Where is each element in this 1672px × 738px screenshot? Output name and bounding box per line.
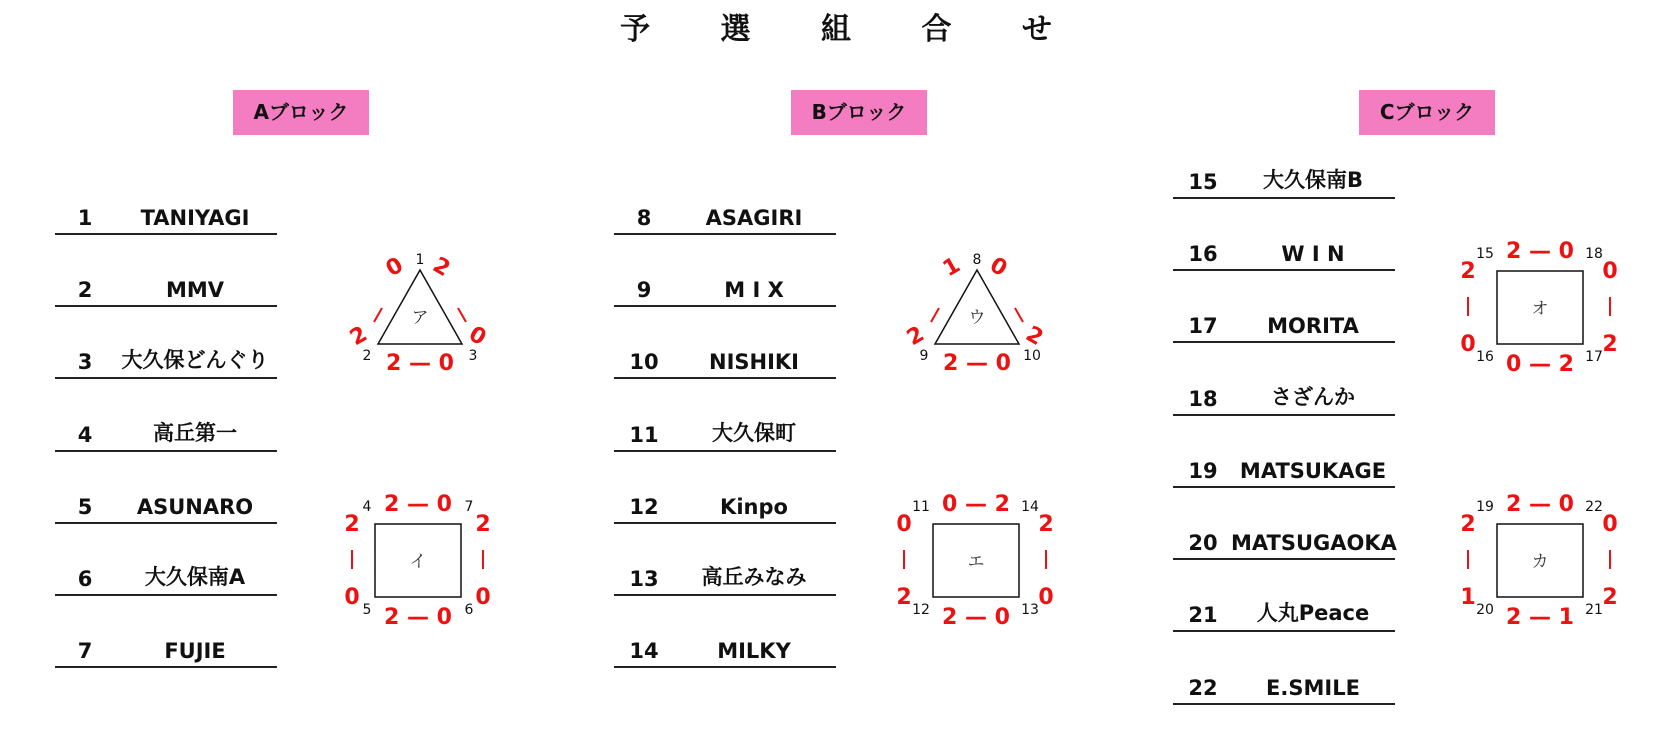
score-separator bbox=[931, 308, 939, 322]
team-row bbox=[55, 347, 277, 379]
team-number-marker: 16 bbox=[1476, 349, 1494, 365]
team-number-marker: 2 bbox=[362, 348, 372, 364]
team-number: 15 bbox=[1188, 170, 1218, 194]
score-separator bbox=[374, 308, 382, 322]
group-e-square-diagram bbox=[893, 487, 1053, 632]
team-name: W I N bbox=[1281, 242, 1345, 266]
score-digit: 2 bbox=[1602, 332, 1618, 357]
score-line: 2 — 0 bbox=[942, 605, 1010, 630]
score-digit: 0 bbox=[985, 252, 1012, 283]
score-line: 2 — 0 bbox=[386, 351, 454, 376]
team-number: 19 bbox=[1188, 459, 1218, 483]
team-name: 人丸Peace bbox=[1256, 601, 1370, 625]
team-row bbox=[614, 636, 836, 668]
score-digit: 0 bbox=[1602, 512, 1618, 537]
team-row bbox=[614, 203, 836, 235]
score-digit: 0 bbox=[475, 585, 491, 610]
score-digit: 0 bbox=[381, 252, 408, 283]
group-label: ウ bbox=[968, 308, 986, 328]
group-o-square-diagram bbox=[1457, 234, 1617, 379]
team-number-marker: 20 bbox=[1476, 602, 1494, 618]
team-name: MMV bbox=[165, 278, 225, 302]
score-digit: 0 bbox=[1038, 585, 1054, 610]
team-name: MATSUKAGE bbox=[1239, 459, 1387, 483]
team-name: MILKY bbox=[717, 639, 791, 663]
team-number-marker: 22 bbox=[1585, 499, 1603, 515]
team-row bbox=[55, 564, 277, 596]
team-row bbox=[614, 564, 836, 596]
triangle-shape bbox=[378, 270, 462, 344]
score-separator bbox=[1015, 308, 1023, 322]
team-number-marker: 18 bbox=[1585, 246, 1603, 262]
score-line: 0 — 2 bbox=[942, 492, 1010, 517]
score-digit: 1 bbox=[938, 252, 965, 283]
team-number: 10 bbox=[629, 350, 659, 374]
page-title: 予 選 組 合 せ bbox=[620, 12, 1082, 47]
group-i-square-diagram bbox=[335, 487, 495, 632]
score-digit: 2 bbox=[344, 512, 360, 537]
team-row bbox=[55, 275, 277, 307]
team-number: 1 bbox=[77, 206, 93, 230]
team-row bbox=[55, 492, 277, 524]
group-label: カ bbox=[1531, 552, 1549, 572]
block-label-b: Bブロック bbox=[791, 90, 927, 135]
team-number-marker: 19 bbox=[1476, 499, 1494, 515]
team-number: 17 bbox=[1188, 314, 1218, 338]
team-number-marker: 7 bbox=[464, 499, 474, 515]
score-line: 0 — 2 bbox=[1506, 352, 1574, 377]
score-line: 2 — 0 bbox=[943, 351, 1011, 376]
team-name: MATSUGAOKA bbox=[1231, 531, 1397, 555]
team-number-marker: 6 bbox=[464, 602, 474, 618]
team-name: ASUNARO bbox=[136, 495, 254, 519]
team-row bbox=[55, 636, 277, 668]
team-number-marker: 4 bbox=[362, 499, 372, 515]
team-number-marker: 21 bbox=[1585, 602, 1603, 618]
group-u-triangle-diagram bbox=[902, 248, 1048, 378]
team-name: 大久保どんぐり bbox=[121, 348, 269, 372]
block-label-c: Cブロック bbox=[1359, 90, 1495, 135]
team-number-marker: 15 bbox=[1476, 246, 1494, 262]
team-name: E.SMILE bbox=[1266, 676, 1360, 700]
score-digit: 2 bbox=[428, 252, 455, 283]
team-number: 3 bbox=[77, 350, 93, 374]
team-number-marker: 9 bbox=[919, 348, 929, 364]
score-line: 2 — 0 bbox=[384, 605, 452, 630]
score-separator bbox=[458, 308, 466, 322]
team-number: 16 bbox=[1188, 242, 1218, 266]
team-name: FUJIE bbox=[164, 639, 226, 663]
team-number: 22 bbox=[1188, 676, 1218, 700]
team-row bbox=[1173, 673, 1395, 705]
team-number: 14 bbox=[629, 639, 659, 663]
team-row bbox=[55, 203, 277, 235]
team-row bbox=[1173, 167, 1395, 199]
score-digit: 0 bbox=[1602, 259, 1618, 284]
team-name: Kinpo bbox=[720, 495, 788, 519]
group-label: オ bbox=[1531, 299, 1549, 319]
score-digit: 2 bbox=[475, 512, 491, 537]
team-number-marker: 1 bbox=[415, 252, 425, 268]
team-number: 20 bbox=[1188, 531, 1218, 555]
team-name: ASAGIRI bbox=[705, 206, 803, 230]
team-row bbox=[1173, 311, 1395, 343]
team-name: TANIYAGI bbox=[140, 206, 250, 230]
team-number: 2 bbox=[77, 278, 93, 302]
score-digit: 2 bbox=[345, 321, 372, 352]
score-digit: 2 bbox=[1460, 512, 1476, 537]
team-number: 13 bbox=[629, 567, 659, 591]
group-a-triangle-diagram bbox=[345, 248, 491, 378]
team-name: M I X bbox=[724, 278, 784, 302]
score-digit: 2 bbox=[1038, 512, 1054, 537]
score-digit: 2 bbox=[1021, 321, 1048, 352]
team-number-marker: 5 bbox=[362, 602, 372, 618]
block-label-a: Aブロック bbox=[233, 90, 369, 135]
team-number-marker: 11 bbox=[912, 499, 930, 515]
team-number: 6 bbox=[77, 567, 93, 591]
score-digit: 0 bbox=[344, 585, 360, 610]
group-label: エ bbox=[967, 552, 985, 572]
team-number: 7 bbox=[77, 639, 93, 663]
team-number-marker: 14 bbox=[1021, 499, 1039, 515]
group-label: イ bbox=[409, 552, 427, 572]
score-digit: 0 bbox=[464, 321, 491, 352]
score-line: 2 — 0 bbox=[384, 492, 452, 517]
score-digit: 2 bbox=[896, 585, 912, 610]
team-row bbox=[614, 492, 836, 524]
team-name: 高丘第一 bbox=[153, 421, 237, 445]
team-number-marker: 12 bbox=[912, 602, 930, 618]
team-number: 5 bbox=[77, 495, 93, 519]
team-name: さざんか bbox=[1271, 385, 1355, 409]
score-line: 2 — 0 bbox=[1506, 239, 1574, 264]
score-digit: 1 bbox=[1460, 585, 1476, 610]
team-row bbox=[1173, 600, 1395, 632]
team-row bbox=[55, 420, 277, 452]
team-name: NISHIKI bbox=[709, 350, 799, 374]
score-digit: 0 bbox=[1460, 332, 1476, 357]
team-number: 4 bbox=[77, 423, 93, 447]
team-name: MORITA bbox=[1267, 314, 1359, 338]
triangle-shape bbox=[935, 270, 1019, 344]
team-row bbox=[1173, 456, 1395, 488]
team-name: 大久保南B bbox=[1262, 168, 1363, 192]
team-number: 18 bbox=[1188, 387, 1218, 411]
score-digit: 2 bbox=[1460, 259, 1476, 284]
team-name: 大久保南A bbox=[144, 565, 246, 589]
team-number: 21 bbox=[1188, 603, 1218, 627]
team-number: 12 bbox=[629, 495, 659, 519]
team-row bbox=[1173, 239, 1395, 271]
team-number-marker: 10 bbox=[1023, 348, 1041, 364]
team-row bbox=[1173, 528, 1395, 560]
team-number-marker: 3 bbox=[468, 348, 478, 364]
team-name: 大久保町 bbox=[712, 421, 796, 445]
score-digit: 0 bbox=[896, 512, 912, 537]
team-number: 9 bbox=[636, 278, 652, 302]
team-row bbox=[614, 420, 836, 452]
team-name: 高丘みなみ bbox=[701, 565, 807, 589]
team-row bbox=[1173, 384, 1395, 416]
group-ka-square-diagram bbox=[1457, 487, 1617, 632]
team-number-marker: 13 bbox=[1021, 602, 1039, 618]
team-number: 11 bbox=[629, 423, 659, 447]
team-number: 8 bbox=[636, 206, 652, 230]
score-digit: 2 bbox=[1602, 585, 1618, 610]
team-number-marker: 8 bbox=[972, 252, 982, 268]
group-label: ア bbox=[411, 308, 429, 328]
team-row bbox=[614, 275, 836, 307]
score-line: 2 — 0 bbox=[1506, 492, 1574, 517]
score-line: 2 — 1 bbox=[1506, 605, 1574, 630]
score-digit: 2 bbox=[902, 321, 929, 352]
team-number-marker: 17 bbox=[1585, 349, 1603, 365]
team-row bbox=[614, 347, 836, 379]
